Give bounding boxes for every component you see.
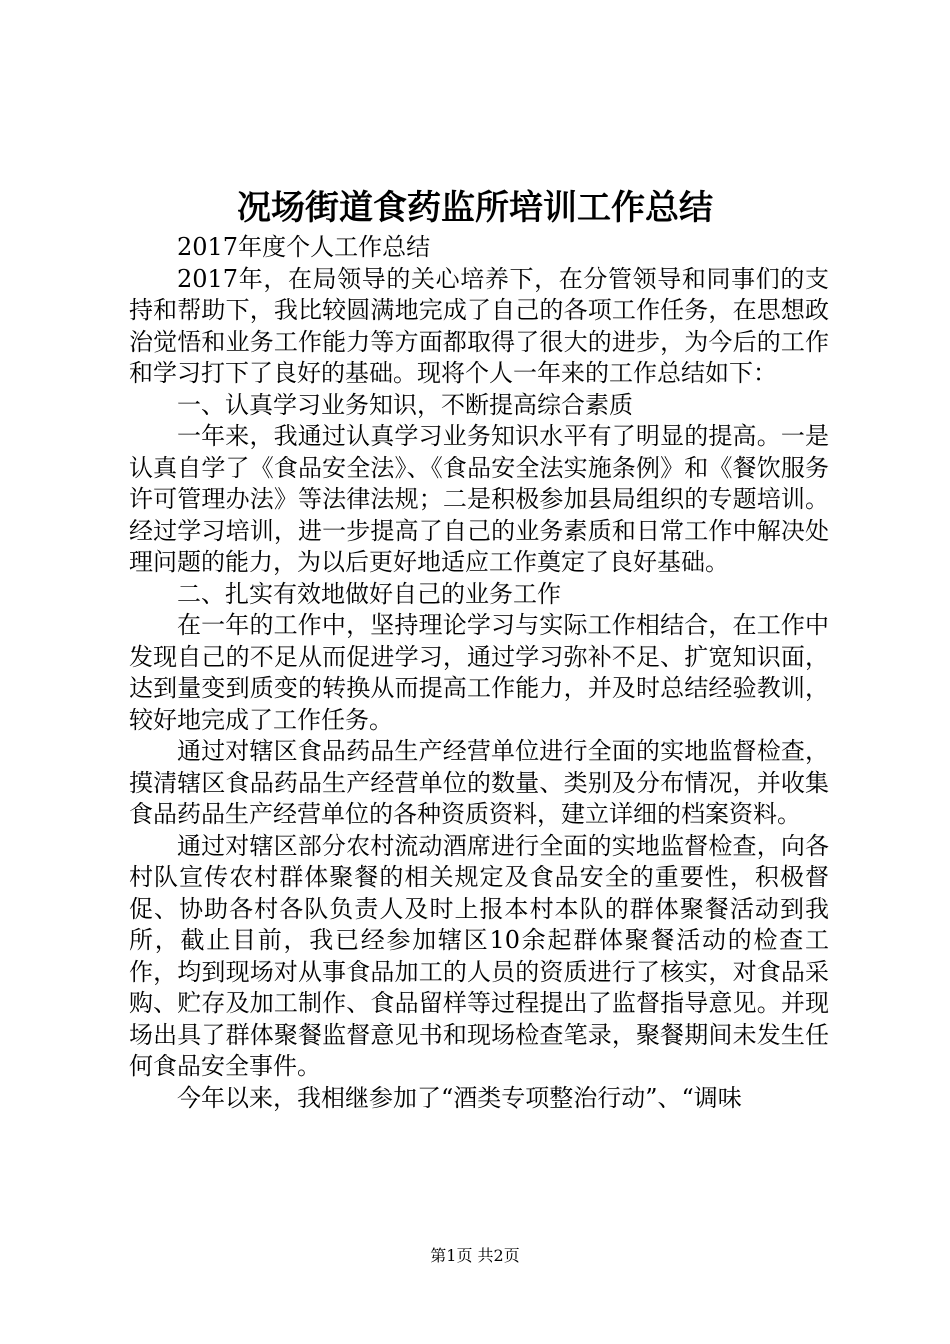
section-heading: 二、扎实有效地做好自己的业务工作 <box>177 579 561 608</box>
paragraph: 一年来，我通过认真学习业务知识水平有了明显的提高。一是认真自学了《食品安全法》、《食品安全法实施条例》和《餐饮服务许可管理办法》等法律法规；二是积极参加县局组织的专题培训。经过学习培训，进一步提高了自己的业务素质和日常工作中解决处理问题的能力，为以后更好地适应工作奠定了良好基础。 <box>129 422 829 576</box>
section-heading: 一、认真学习业务知识，不断提高综合素质 <box>177 390 633 419</box>
paragraph: 通过对辖区食品药品生产经营单位进行全面的实地监督检查，摸清辖区食品药品生产经营单位的数量、类别及分布情况，并收集食品药品生产经营单位的各种资质资料，建立详细的档案资料。 <box>129 737 829 828</box>
document-title: 况场街道食药监所培训工作总结 <box>237 188 713 228</box>
page-number-footer: 第1页 共2页 <box>430 1246 520 1265</box>
paragraph: 在一年的工作中，坚持理论学习与实际工作相结合，在工作中发现自己的不足从而促进学习，通过学习弥补不足、扩宽知识面，达到量变到质变的转换从而提高工作能力，并及时总结经验教训，较好地完成了工作任务。 <box>129 611 829 734</box>
paragraph: 今年以来，我相继参加了“酒类专项整治行动”、“调味 <box>177 1083 742 1112</box>
paragraph: 2017年度个人工作总结 <box>177 233 431 261</box>
document-body <box>129 232 829 1114</box>
paragraph: 2017年，在局领导的关心培养下，在分管领导和同事们的支持和帮助下，我比较圆满地完成了自己的各项工作任务，在思想政治觉悟和业务工作能力等方面都取得了很大的进步，为今后的工作和学习打下了良好的基础。现将个人一年来的工作总结如下： <box>129 264 829 387</box>
paragraph: 通过对辖区部分农村流动酒席进行全面的实地监督检查，向各村队宣传农村群体聚餐的相关规定及食品安全的重要性，积极督促、协助各村各队负责人及时上报本村本队的群体聚餐活动到我所，截止目前，我已经参加辖区10余起群体聚餐活动的检查工作，均到现场对从事食品加工的人员的资质进行了核实，对食品采购、贮存及加工制作、食品留样等过程提出了监督指导意见。并现场出具了群体聚餐监督意见书和现场检查笔录，聚餐期间未发生任何食品安全事件。 <box>129 831 829 1080</box>
